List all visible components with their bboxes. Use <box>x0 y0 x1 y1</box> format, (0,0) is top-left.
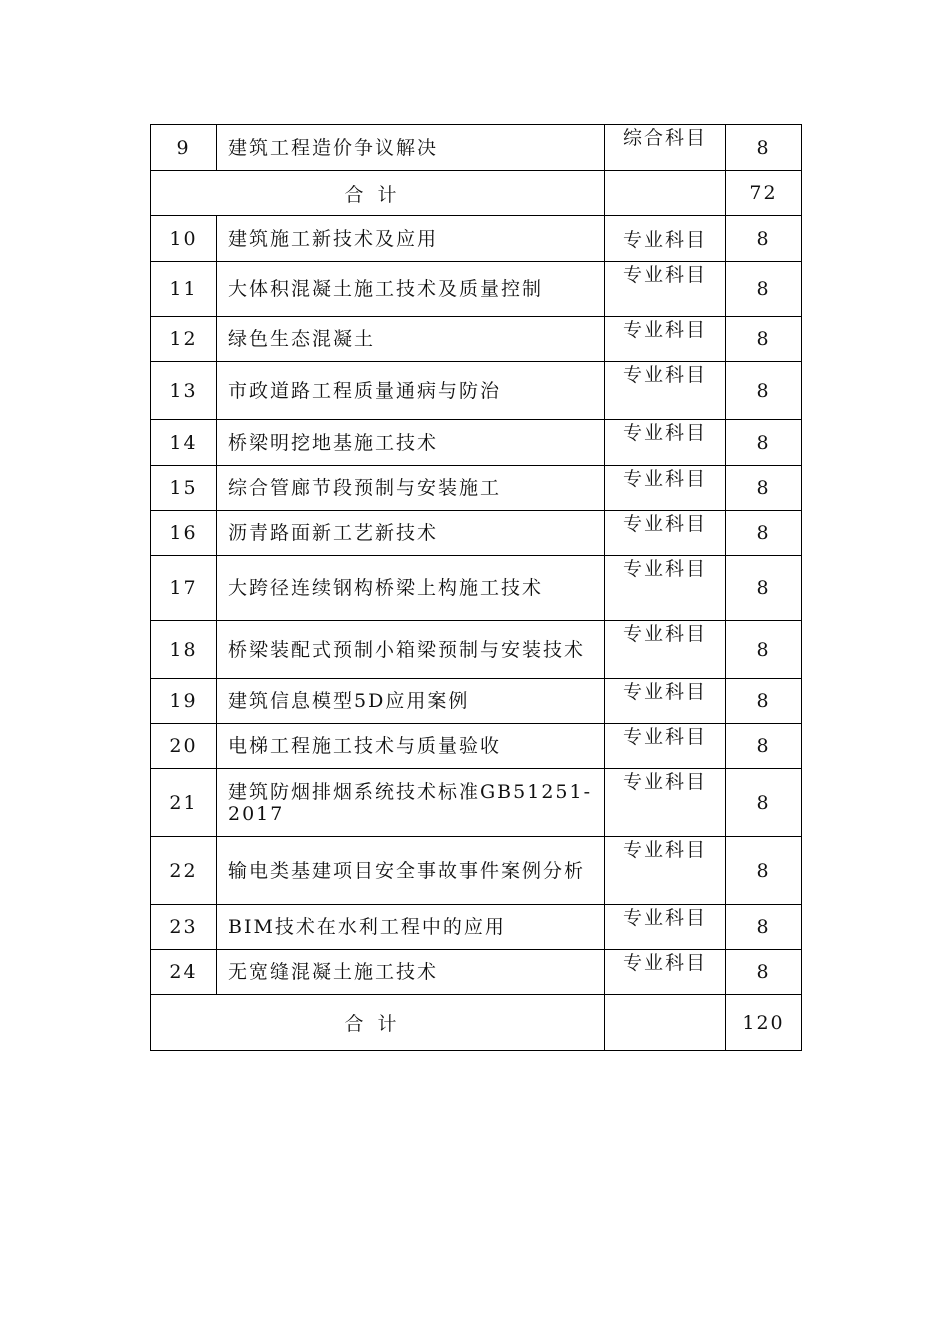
course-category: 专业科目 <box>605 724 726 769</box>
table-row <box>151 837 802 905</box>
course-hours: 8 <box>726 125 802 171</box>
course-category: 专业科目 <box>605 262 726 317</box>
table-row <box>151 905 802 950</box>
row-number: 22 <box>151 837 217 905</box>
course-name: 电梯工程施工技术与质量验收 <box>217 724 605 769</box>
row-number: 10 <box>151 216 217 262</box>
row-number: 23 <box>151 905 217 950</box>
row-number: 18 <box>151 621 217 679</box>
course-category: 专业科目 <box>605 317 726 362</box>
course-hours: 8 <box>726 556 802 621</box>
subtotal-hours: 72 <box>726 171 802 216</box>
course-category: 专业科目 <box>605 905 726 950</box>
row-number: 24 <box>151 950 217 995</box>
course-name: 绿色生态混凝土 <box>217 317 605 362</box>
course-category: 专业科目 <box>605 679 726 724</box>
course-hours: 8 <box>726 950 802 995</box>
course-hours: 8 <box>726 511 802 556</box>
course-category: 专业科目 <box>605 216 726 262</box>
table-row <box>151 724 802 769</box>
course-name: 大体积混凝土施工技术及质量控制 <box>217 262 605 317</box>
row-number: 9 <box>151 125 217 171</box>
table-row <box>151 556 802 621</box>
course-hours: 8 <box>726 216 802 262</box>
course-category: 专业科目 <box>605 621 726 679</box>
course-category: 专业科目 <box>605 769 726 837</box>
course-category: 专业科目 <box>605 362 726 420</box>
course-hours: 8 <box>726 621 802 679</box>
course-name: 综合管廊节段预制与安装施工 <box>217 466 605 511</box>
table-row <box>151 420 802 466</box>
course-hours: 8 <box>726 362 802 420</box>
course-name: 桥梁明挖地基施工技术 <box>217 420 605 466</box>
course-hours: 8 <box>726 905 802 950</box>
row-number: 14 <box>151 420 217 466</box>
course-table <box>150 124 802 1051</box>
course-name: 沥青路面新工艺新技术 <box>217 511 605 556</box>
row-number: 16 <box>151 511 217 556</box>
course-category: 专业科目 <box>605 466 726 511</box>
row-number: 21 <box>151 769 217 837</box>
subtotal-hours: 120 <box>726 995 802 1051</box>
table-row <box>151 511 802 556</box>
course-name: 桥梁装配式预制小箱梁预制与安装技术 <box>217 621 605 679</box>
course-hours: 8 <box>726 466 802 511</box>
table-row <box>151 621 802 679</box>
course-name: 市政道路工程质量通病与防治 <box>217 362 605 420</box>
table-row <box>151 125 802 171</box>
course-hours: 8 <box>726 837 802 905</box>
course-category: 专业科目 <box>605 556 726 621</box>
row-number: 19 <box>151 679 217 724</box>
course-name: 输电类基建项目安全事故事件案例分析 <box>217 837 605 905</box>
table-row <box>151 262 802 317</box>
course-hours: 8 <box>726 679 802 724</box>
table-row <box>151 769 802 837</box>
course-name: BIM技术在水利工程中的应用 <box>217 905 605 950</box>
table-row <box>151 950 802 995</box>
course-category: 专业科目 <box>605 511 726 556</box>
table-row <box>151 317 802 362</box>
table-row <box>151 466 802 511</box>
course-category: 专业科目 <box>605 950 726 995</box>
course-category: 专业科目 <box>605 420 726 466</box>
course-name: 无宽缝混凝土施工技术 <box>217 950 605 995</box>
course-hours: 8 <box>726 420 802 466</box>
row-number: 13 <box>151 362 217 420</box>
course-hours: 8 <box>726 317 802 362</box>
row-number: 11 <box>151 262 217 317</box>
course-hours: 8 <box>726 769 802 837</box>
subtotal-empty-cell <box>605 171 726 216</box>
subtotal-label: 合计 <box>151 171 605 216</box>
course-name: 建筑防烟排烟系统技术标准GB51251-2017 <box>217 769 605 837</box>
course-hours: 8 <box>726 724 802 769</box>
subtotal-row <box>151 171 802 216</box>
row-number: 20 <box>151 724 217 769</box>
row-number: 12 <box>151 317 217 362</box>
table-row <box>151 216 802 262</box>
subtotal-row <box>151 995 802 1051</box>
course-category: 综合科目 <box>605 125 726 171</box>
course-hours: 8 <box>726 262 802 317</box>
row-number: 17 <box>151 556 217 621</box>
course-name: 建筑工程造价争议解决 <box>217 125 605 171</box>
row-number: 15 <box>151 466 217 511</box>
subtotal-empty-cell <box>605 995 726 1051</box>
table-row <box>151 679 802 724</box>
course-name: 建筑信息模型5D应用案例 <box>217 679 605 724</box>
subtotal-label: 合计 <box>151 995 605 1051</box>
course-name: 建筑施工新技术及应用 <box>217 216 605 262</box>
table-row <box>151 362 802 420</box>
course-category: 专业科目 <box>605 837 726 905</box>
course-name: 大跨径连续钢构桥梁上构施工技术 <box>217 556 605 621</box>
